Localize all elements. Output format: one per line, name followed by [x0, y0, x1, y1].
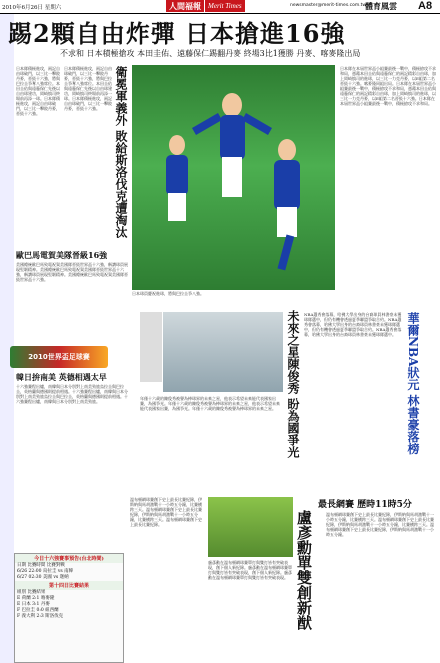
results-title: 第十四日比賽結果	[15, 581, 123, 590]
schedule-row: F 巴拉圭 0:0 紐西蘭	[17, 608, 59, 613]
article-text: 日本隊在本屆世界盃小組賽最後一戰中，積極搶攻不求和局，憑藉本田圭佑與遠藤保仁的兩記精彩自由球，加上岡崎慎司的進球，以三比一力克丹麥，以E組第二名晉級十六強。喀麥隆同組出局。日本隊在本屆世界盃小組賽最後一戰中，積極搶攻不求和局，憑藉本田圭佑與遠藤保仁的兩記精彩自由球，加上岡崎慎司的進球，以三比一力克丹麥，以E組第二名晉級十六強。日本隊在本屆世界盃小組賽最後一戰中，積極搶攻不求和局。	[340, 66, 436, 106]
tennis-title: 盧彥勳單雙創新猷	[295, 510, 313, 630]
left-margin-column	[0, 14, 14, 663]
schedule-row: E 日本 3:1 丹麥	[17, 602, 50, 607]
feature-photo	[163, 312, 283, 392]
article-text: 日本隊積極進攻，兩記自由球破門，以三比一擊敗丹麥，晉級十六強，將與巴拉圭爭奪八強席位。本田圭佑與遠藤保仁先後以自由球建功，岡崎慎司終場前再添一球。日本隊積極進攻，兩記自由球破門，以三比一擊敗丹麥，晉級十六強。	[16, 66, 60, 116]
schedule-row: 6/27 02:30 美國 vs 迦納	[17, 575, 69, 580]
main-headline: 踢2顆自由炸彈 日本搶進16強	[8, 19, 346, 48]
contact-email: newsmaster@merit-times.com.tw	[290, 3, 367, 8]
side-story-title: 衛冕軍義外 敗給斯洛伐克遭淘汰	[114, 66, 128, 239]
schedule-row: 日期 比賽時間 比賽對戰	[17, 563, 65, 568]
world-cup-banner: 2010世界盃足球賽	[10, 346, 108, 368]
main-subhead: 不求和 日本積極搶攻 本田圭佑、遠藤保仁踢翻丹麥 終場3比1獲勝 丹麥、喀麥隆出局	[60, 49, 361, 58]
hero-photo	[132, 65, 335, 290]
schedule-row: 6/26 22:00 烏拉圭 vs 南韓	[17, 569, 74, 574]
page-header	[0, 0, 440, 14]
schedule-row: F 義大利 2:3 斯洛伐克	[17, 614, 64, 619]
article-text: 日本隊積極進攻，兩記自由球破門，以三比一擊敗丹麥，晉級十六強，將與巴拉圭爭奪八強席位。本田圭佑與遠藤保仁先後以自由球建功，岡崎慎司終場前再添一球。日本隊積極進攻，兩記自由球破門，以三比一擊敗丹麥，晉級十六強。	[64, 66, 112, 111]
schedule-row: 組別 比賽結果	[17, 590, 46, 595]
newspaper-logo: 人間福報	[166, 0, 204, 12]
schedule-box	[14, 553, 124, 663]
article-text: 美國總統歐巴馬致電祝賀美國隊晉級世界盃十六強，稱讚球員展現堅韌精神。美國總統歐巴馬致電祝賀美國隊晉級世界盃十六強，稱讚球員展現堅韌精神。美國總統歐巴馬致電祝賀美國隊晉級世界盃十六強。	[16, 262, 128, 282]
sub-headline-korea: 韓日拚南美 英德相遇太早	[16, 372, 107, 382]
sub-headline-obama: 歐巴馬電賀美隊晉級16強	[16, 250, 108, 260]
nba-title: 華爾NBA狀元 林書豪落榜	[406, 312, 420, 455]
feature-side-photo	[140, 312, 162, 382]
article-text: 溫布頓網球賽創下史上最長比賽紀錄，伊斯納與馬胡激戰十一小時五分鐘，比賽橫跨三天。溫布頓網球賽創下史上最長比賽紀錄，伊斯納與馬胡激戰十一小時五分鐘，比賽橫跨三天。溫布頓網球賽創下史上最長比賽紀錄，伊斯納與馬胡激戰十一小時五分鐘。	[326, 512, 434, 537]
schedule-row: E 荷蘭 2:1 喀麥隆	[17, 596, 55, 601]
article-text: 溫布頓網球賽創下史上最長比賽紀錄，伊斯納與馬胡激戰十一小時五分鐘，比賽橫跨三天。溫布頓網球賽創下史上最長比賽紀錄，伊斯納與馬胡激戰十一小時五分鐘，比賽橫跨三天。溫布頓網球賽創下史上最長比賽紀錄。	[130, 497, 202, 527]
tennis-kicker: 最長網賽 歷時11時5分	[318, 500, 412, 510]
article-text: 年僅十六歲的陳俊秀被譽為棒球界的未來之星，他表示希望未來能代表國家出賽，為國爭光。年僅十六歲的陳俊秀被譽為棒球界的未來之星，他表示希望未來能代表國家出賽，為國爭光。年僅十六歲的陳俊秀被譽為棒球界的未來之星。	[140, 396, 280, 411]
feature-title: 未來之星陳俊秀 盼為國爭光	[286, 310, 300, 459]
issue-date: 2010年6月26日 星期六	[2, 5, 62, 11]
article-text: NBA選秀會落幕，哈佛大學出身的台裔球員林書豪未獲球隊選中，但仍有機會透過夏季聯盟爭取合約。NBA選秀會落幕，哈佛大學出身的台裔球員林書豪未獲球隊選中，但仍有機會透過夏季聯盟爭取合約。NBA選秀會落幕，哈佛大學出身的台裔球員林書豪未獲球隊選中。	[304, 312, 402, 337]
article-text: 十六強賽程出爐，南韓與日本分別對上南美勁旅烏拉圭與巴拉圭，英格蘭與德國則提前相遇。十六強賽程出爐，南韓與日本分別對上南美勁旅烏拉圭與巴拉圭，英格蘭與德國則提前相遇。十六強賽程出爐，南韓與日本分別對上南美勁旅。	[16, 384, 128, 404]
photo-caption: 日本球員慶祝進球，將與巴拉圭爭八強。	[132, 291, 204, 296]
section-name: 體育風雲	[365, 1, 397, 11]
newspaper-logo-en: Merit Times	[205, 0, 245, 12]
tennis-photo	[208, 497, 293, 557]
schedule-title: 今日十六強賽事預告(台北時間)	[15, 554, 123, 563]
page-number: A8	[418, 0, 433, 12]
article-text: 盧彥勳在溫布頓網球賽單打與雙打皆有突破表現，創下個人新紀錄。盧彥勳在溫布頓網球賽單打與雙打皆有突破表現，創下個人新紀錄。盧彥勳在溫布頓網球賽單打與雙打皆有突破表現。	[208, 560, 292, 580]
celebrating-players-illustration	[132, 65, 335, 290]
